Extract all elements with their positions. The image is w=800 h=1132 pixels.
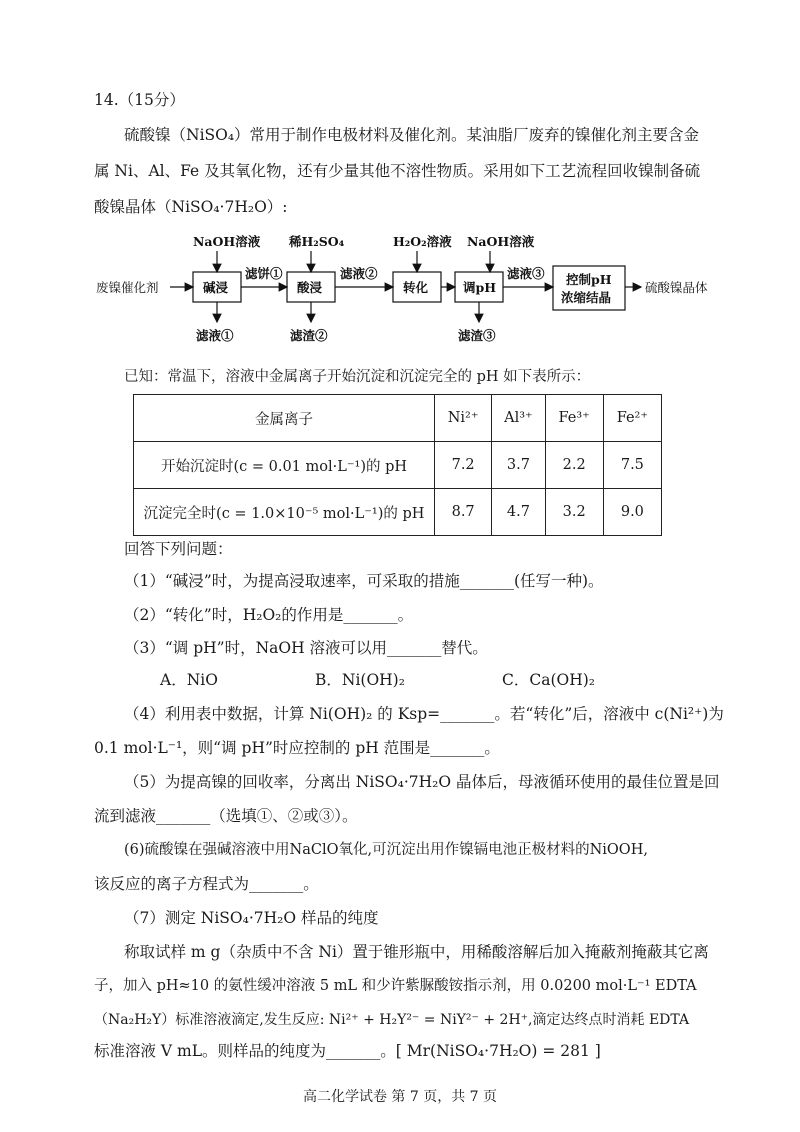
table-cell: 2.2	[545, 442, 603, 489]
question-4-line-1: （4）利用表中数据，计算 Ni(OH)₂ 的 Ksp=_______。若“转化”后，溶液中 c(Ni²⁺)为	[124, 705, 724, 723]
flow-step-crystallize-line1: 控制pH	[566, 272, 612, 287]
flow-input-naoh-1: NaOH溶液	[193, 234, 261, 249]
table-cell: 3.7	[492, 442, 545, 489]
table-header-cell: Fe²⁺	[603, 395, 661, 442]
page-footer: 高二化学试卷 第 7 页，共 7 页	[302, 1089, 498, 1105]
table-row-label: 开始沉淀时(c = 0.01 mol·L⁻¹)的 pH	[134, 442, 435, 489]
table-cell: 8.7	[435, 489, 492, 536]
flow-step-conversion: 转化	[403, 280, 429, 295]
table-header-cell: Ni²⁺	[435, 395, 492, 442]
table-cell: 3.2	[545, 489, 603, 536]
question-7-line-1: 称取试样 m g（杂质中不含 Ni）置于锥形瓶中，用稀酸溶解后加入掩蔽剂掩蔽其它离	[124, 943, 709, 961]
table-row	[134, 442, 662, 489]
intro-line-1: 硫酸镍（NiSO₄）常用于制作电极材料及催化剂。某油脂厂废弃的镍催化剂主要含金	[124, 126, 700, 144]
intro-line-2: 属 Ni、Al、Fe 及其氧化物，还有少量其他不溶性物质。采用如下工艺流程回收镍制备硫	[94, 162, 701, 180]
table-header-cell: 金属离子	[134, 395, 435, 442]
question-number: 14.（15分）	[94, 91, 185, 109]
question-5-line-1: （5）为提高镍的回收率，分离出 NiSO₄·7H₂O 晶体后，母液循环使用的最佳位置是回	[124, 773, 720, 791]
flow-input-h2so4: 稀H₂SO₄	[289, 234, 345, 249]
flow-step-crystallize-line2: 浓缩结晶	[561, 290, 612, 305]
question-6-line-2: 该反应的离子方程式为_______。	[94, 875, 319, 893]
answer-prompt: 回答下列问题：	[124, 540, 233, 558]
flow-output-residue-3: 滤渣③	[458, 328, 496, 343]
question-5-line-2: 流到滤液_______（选填①、②或③）。	[94, 807, 358, 825]
question-2: （2）“转化”时，H₂O₂的作用是_______。	[124, 606, 414, 624]
table-header-cell: Fe³⁺	[545, 395, 603, 442]
flow-arrow-filtrate-2: 滤液②	[340, 266, 378, 281]
flow-output-residue-2: 滤渣②	[290, 328, 328, 343]
flow-arrow-filter-cake-1: 滤饼①	[245, 266, 283, 281]
flow-step-adjust-ph: 调pH	[463, 280, 497, 295]
question-1: （1）“碱浸”时，为提高浸取速率，可采取的措施_______(任写一种)。	[124, 572, 604, 590]
flow-input-h2o2: H₂O₂溶液	[393, 234, 452, 249]
question-7-line-2: 子，加入 pH≈10 的氨性缓冲溶液 5 mL 和少许紫脲酸铵指示剂，用 0.0200 mol·L⁻¹ EDTA	[94, 978, 697, 994]
question-4-line-2: 0.1 mol·L⁻¹，则“调 pH”时应控制的 pH 范围是_______。	[94, 739, 500, 757]
table-cell: 7.2	[435, 442, 492, 489]
known-note: 已知：常温下，溶液中金属离子开始沉淀和沉淀完全的 pH 如下表所示：	[124, 369, 591, 385]
question-7-line-4: 标准溶液 V mL。则样品的纯度为_______。[ Mr(NiSO₄·7H₂O) = 281 ]	[94, 1042, 601, 1060]
question-3-option-c: C．Ca(OH)₂	[502, 671, 595, 689]
table-header-row	[134, 395, 662, 442]
table-cell: 7.5	[603, 442, 661, 489]
ph-table	[133, 394, 662, 536]
flow-arrow-filtrate-3: 滤液③	[507, 266, 545, 281]
process-flowchart	[0, 0, 800, 360]
flow-step-acid-leach: 酸浸	[297, 280, 323, 295]
table-cell: 9.0	[603, 489, 661, 536]
flow-start-label: 废镍催化剂	[96, 280, 159, 295]
table-header-cell: Al³⁺	[492, 395, 545, 442]
intro-line-3: 酸镍晶体（NiSO₄·7H₂O）:	[94, 198, 288, 216]
question-3: （3）“调 pH”时，NaOH 溶液可以用_______替代。	[124, 639, 488, 657]
table-row	[134, 489, 662, 536]
flow-step-alkali-leach: 碱浸	[203, 280, 229, 295]
table-cell: 4.7	[492, 489, 545, 536]
question-6-line-1: (6)硫酸镍在强碱溶液中用NaClO氧化,可沉淀出用作镍镉电池正极材料的NiOOH,	[124, 842, 648, 858]
question-7-line-3: （Na₂H₂Y）标准溶液滴定,发生反应: Ni²⁺ + H₂Y²⁻ = NiY²⁻ + 2H⁺,滴定达终点时消耗 EDTA	[94, 1012, 690, 1028]
flow-end-label: 硫酸镍晶体	[645, 280, 708, 295]
flow-input-naoh-2: NaOH溶液	[467, 234, 535, 249]
question-3-option-b: B．Ni(OH)₂	[315, 671, 405, 689]
question-3-option-a: A．NiO	[160, 671, 218, 689]
question-7-title: （7）测定 NiSO₄·7H₂O 样品的纯度	[124, 909, 379, 927]
table-row-label: 沉淀完全时(c = 1.0×10⁻⁵ mol·L⁻¹)的 pH	[134, 489, 435, 536]
flow-output-filtrate-1: 滤液①	[196, 328, 234, 343]
